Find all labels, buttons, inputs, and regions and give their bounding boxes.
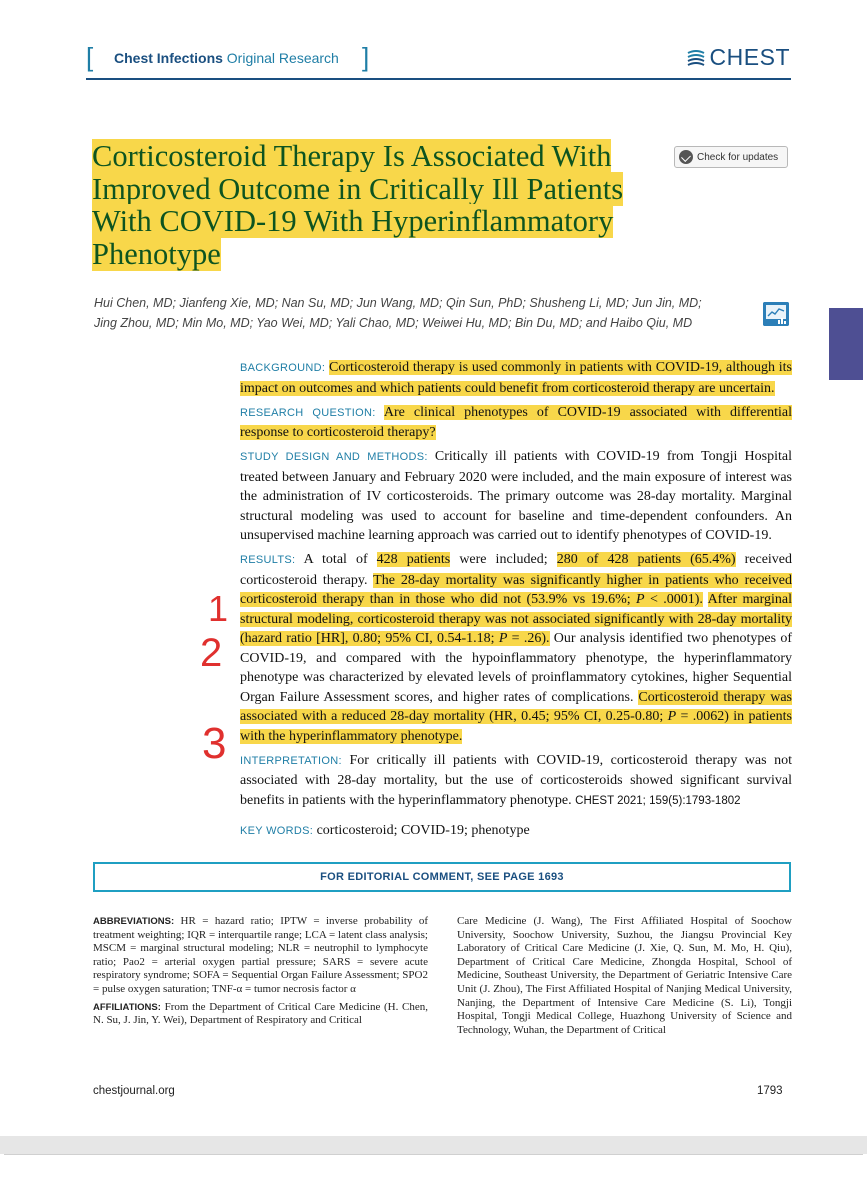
- editorial-comment-link[interactable]: FOR EDITORIAL COMMENT, SEE PAGE 1693: [93, 862, 791, 892]
- header-rule: [86, 78, 791, 80]
- author-list: [94, 294, 744, 333]
- check-updates-icon: [679, 150, 693, 164]
- journal-website[interactable]: chestjournal.org: [93, 1085, 175, 1097]
- footnotes-left: [93, 915, 428, 1032]
- abstract-results: RESULTS: A total of 428 patients were included; 280 of 428 patients (65.4%) received corticosteroid therapy. The 28-day mortality was significantly higher in patients who received corticosteroid therapy than in those who did not (53.9% vs 19.6%; P < .0001). After marginal structural modeling, corticosteroid therapy was not associated significantly with 28-day mortality (hazard ratio [HR], 0.80; 95% CI, 0.54-1.18; P = .26). Our analysis identified two phenotypes of COVID-19, and compared with the hypoinflammatory phenotype, the hyperinflammatory phenotype was characterized by elevated levels of proinflammatory cytokines, higher Sequential Organ Failure Assessment scores, and higher rates of complications. Corticosteroid therapy was associated with a reduced 28-day mortality (HR, 0.45; 95% CI, 0.25-0.80; P = .0062) in patients with the hyperinflammatory phenotype.: [240, 552, 793, 744]
- abstract: [240, 358, 792, 846]
- handwritten-annotation-2: 2: [200, 631, 223, 675]
- page-gap: [0, 1136, 867, 1154]
- abbreviations: ABBREVIATIONS: HR = hazard ratio; IPTW = inverse probability of treatment weighting; IQR = interquartile range; LCA = latent class analysis; MSCM = marginal structural modeling; NLR = neutrophil to lymphocyte ratio; Pao2 = arterial oxygen partial pressure; SARS = severe acute respiratory syndrome; SOFA = Sequential Organ Failure Assessment; SPO2 = pulse oxygen saturation; TNF-α = tumor necrosis factor α: [93, 915, 428, 995]
- highlight-result-3: Corticosteroid therapy was associated with a reduced 28-day mortality (HR, 0.45; 95% CI, 0.25-0.80; P = .0062) in patients with the hyperinflammatory phenotype.: [240, 689, 793, 744]
- abstract-keywords: KEY WORDS: corticosteroid; COVID-19; phenotype: [240, 823, 530, 838]
- check-for-updates-button[interactable]: [674, 146, 788, 168]
- handwritten-annotation-3: 3: [202, 719, 227, 768]
- journal-header: [86, 44, 790, 80]
- check-updates-label: Check for updates: [697, 151, 779, 163]
- highlight-result-1: The 28-day mortality was significantly higher in patients who received corticosteroid therapy than in those who did not (53.9% vs 19.6%; P < .0001).: [240, 572, 793, 607]
- video-abstract-icon[interactable]: [763, 302, 789, 326]
- section-label: Chest Infections Original Research: [114, 50, 339, 66]
- authors-line-1: Hui Chen, MD; Jianfeng Xie, MD; Nan Su, MD; Jun Wang, MD; Qin Sun, PhD; Shusheng Li, MD; Jun Jin, MD;: [94, 296, 702, 310]
- chest-logo-text: CHEST: [709, 44, 790, 70]
- affiliations-continued: Care Medicine (J. Wang), The First Affiliated Hospital of Soochow University, Soochow University, Suzhou, the Jiangsu Provincial Key Laboratory of Critical Care Medicine (J. Xie, Q. Sun, M. Mo, H. Qiu), Department of Critical Care Medicine, Zhongda Hospital, School of Medicine, Southeast University, the Department of Geriatric Intensive Care Unit (J. Zhou), The First Affiliated Hospital of Nanjing Medical University, Nanjing, the Department of Intensive Care Medicine (S. Li), Tongji Hospital, Tongji Medical College, Huazhong University of Science and Technology, Wuhan, the Department of Critical: [457, 915, 792, 1036]
- footnotes-right: [457, 915, 792, 1041]
- abstract-background: BACKGROUND: Corticosteroid therapy is used commonly in patients with COVID-19, although its impact on outcomes and which patients could benefit from corticosteroid therapy are uncertain.: [240, 360, 793, 396]
- citation: CHEST 2021; 159(5):1793-1802: [575, 794, 741, 807]
- authors-line-2: Jing Zhou, MD; Min Mo, MD; Yao Wei, MD; Yali Chao, MD; Weiwei Hu, MD; Bin Du, MD; and Haibo Qiu, MD: [94, 315, 693, 330]
- left-bracket: [: [86, 42, 94, 72]
- handwritten-annotation-1: 1: [208, 588, 229, 629]
- abstract-interpretation: INTERPRETATION: For critically ill patients with COVID-19, corticosteroid therapy was not associated with 28-day mortality, but the use of corticosteroids showed significant survival benefits in patients with the hyperinflammatory phenotype. CHEST 2021; 159(5):1793-1802: [240, 752, 792, 808]
- page-number: 1793: [757, 1085, 783, 1097]
- next-page: [4, 1154, 863, 1201]
- side-tab[interactable]: [829, 308, 863, 380]
- article-title: Corticosteroid Therapy Is Associated With Improved Outcome in Critically Ill Patients With COVID-19 With Hyperinflammatory Phenotype: [92, 139, 624, 271]
- abstract-research-question: RESEARCH QUESTION: Are clinical phenotypes of COVID-19 associated with differential response to corticosteroid therapy?: [240, 404, 792, 440]
- highlight-result-2: After marginal structural modeling, corticosteroid therapy was not associated significantly with 28-day mortality (hazard ratio [HR], 0.80; 95% CI, 0.54-1.18; P = .26).: [240, 592, 792, 646]
- chest-logo: [686, 44, 790, 71]
- abstract-study-design: STUDY DESIGN AND METHODS: Critically ill patients with COVID-19 from Tongji Hospital treated between January and February 2020 were included, and the main exposure of interest was the administration of IV corticosteroids. The primary outcome was 28-day mortality. Marginal structural modeling was used to account for baseline and time-dependent confounders. An unsupervised machine learning approach was carried out to identify phenotypes of COVID-19.: [240, 449, 792, 543]
- chest-logo-icon: [686, 48, 706, 68]
- affiliations: AFFILIATIONS: From the Department of Critical Care Medicine (H. Chen, N. Su, J. Jin, Y. Wei), Department of Respiratory and Critical: [93, 1000, 429, 1027]
- right-bracket: ]: [362, 42, 370, 72]
